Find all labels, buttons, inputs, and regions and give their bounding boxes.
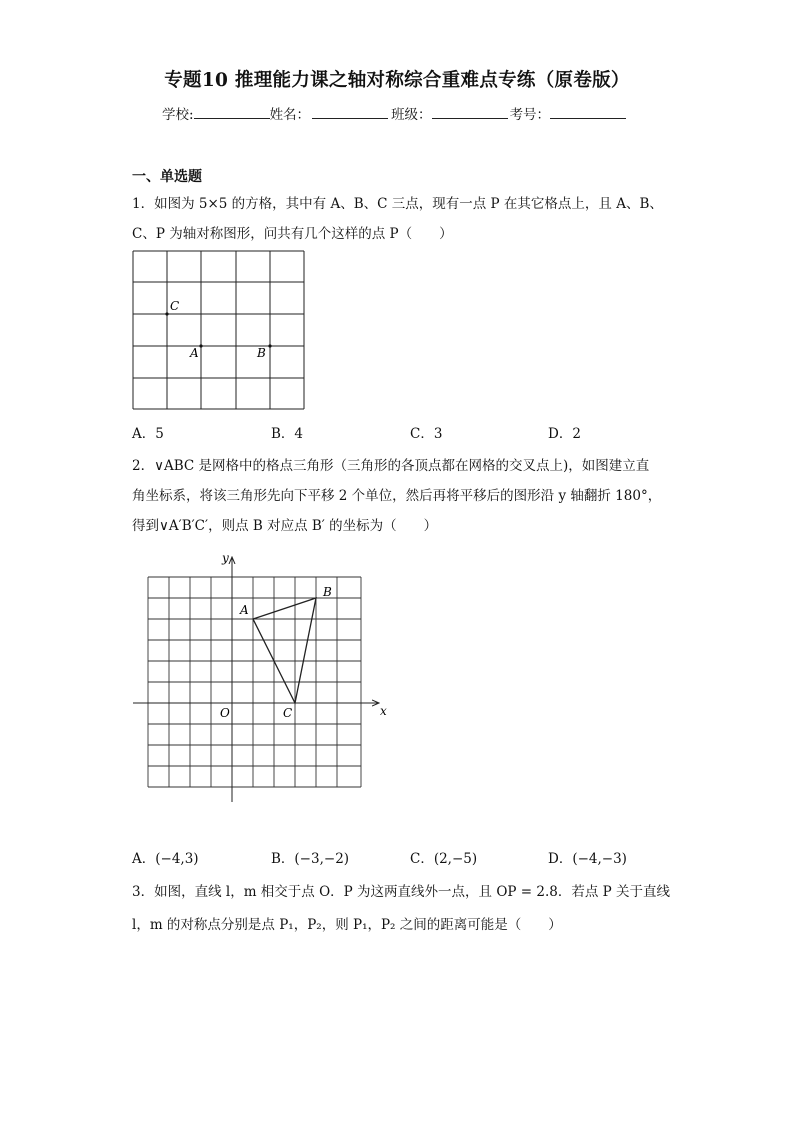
q2-coordinate-figure <box>128 548 396 804</box>
q1-option-c[interactable]: C．3 <box>410 426 443 442</box>
name-label: 姓名： <box>269 107 311 123</box>
class-blank[interactable] <box>432 105 508 119</box>
name-blank[interactable] <box>312 105 388 119</box>
y-axis-label: y <box>222 551 229 565</box>
q2-text-line2: 角坐标系，将该三角形先向下平移 2 个单位，然后再将平移后的图形沿 y 轴翻折 180°， <box>132 488 662 504</box>
q1-text-line2: C、P 为轴对称图形，问共有几个这样的点 P（ ） <box>132 226 453 242</box>
page-title: 专题10 推理能力课之轴对称综合重难点专练（原卷版） <box>164 70 630 91</box>
q2-option-c[interactable]: C．(2,−5) <box>410 851 478 867</box>
point-b <box>268 344 271 347</box>
q2-option-d[interactable]: D．(−4,−3) <box>548 851 627 867</box>
origin-label: O <box>220 706 230 720</box>
label-a: A <box>190 346 199 360</box>
point-a <box>199 344 202 347</box>
q2-option-a[interactable]: A．(−4,3) <box>132 851 199 867</box>
exam-no-blank[interactable] <box>550 105 626 119</box>
q1-option-b[interactable]: B．4 <box>271 426 304 442</box>
q2-text-line1: 2．∨ABC 是网格中的格点三角形（三角形的各顶点都在网格的交叉点上)，如图建立直 <box>132 458 650 474</box>
q1-grid-lines <box>133 251 304 409</box>
triangle-abc <box>253 598 316 703</box>
point-c <box>165 312 168 315</box>
x-axis-label: x <box>380 704 387 718</box>
q3-text-line1: 3．如图，直线 l，m 相交于点 O．P 为这两直线外一点，且 OP = 2.8．若点 P 关于直线 <box>132 884 670 900</box>
student-info-line <box>162 103 626 123</box>
label-b: B <box>257 346 266 360</box>
q1-text-line1: 1．如图为 5×5 的方格，其中有 A、B、C 三点，现有一点 P 在其它格点上，且 A、B、 <box>132 196 663 212</box>
section-title: 一、单选题 <box>132 169 202 185</box>
q2-text-line3: 得到∨A′B′C′，则点 B 对应点 B′ 的坐标为（ ） <box>132 518 438 534</box>
q2-grid-lines <box>148 577 361 787</box>
exam-no-label: 考号： <box>509 107 551 123</box>
school-label: 学校: <box>162 107 194 123</box>
q1-option-a[interactable]: A．5 <box>132 426 164 442</box>
vertex-b-label: B <box>323 585 332 599</box>
class-label: 班级： <box>391 107 432 123</box>
q1-option-d[interactable]: D．2 <box>548 426 581 442</box>
q1-grid-figure <box>130 248 308 412</box>
vertex-c-label: C <box>283 706 293 720</box>
label-c: C <box>170 299 180 313</box>
q2-option-b[interactable]: B．(−3,−2) <box>271 851 350 867</box>
q3-text-line2: l，m 的对称点分别是点 P₁，P₂，则 P₁，P₂ 之间的距离可能是（ ） <box>132 917 562 933</box>
vertex-a-label: A <box>240 603 249 617</box>
school-blank[interactable] <box>194 105 270 119</box>
